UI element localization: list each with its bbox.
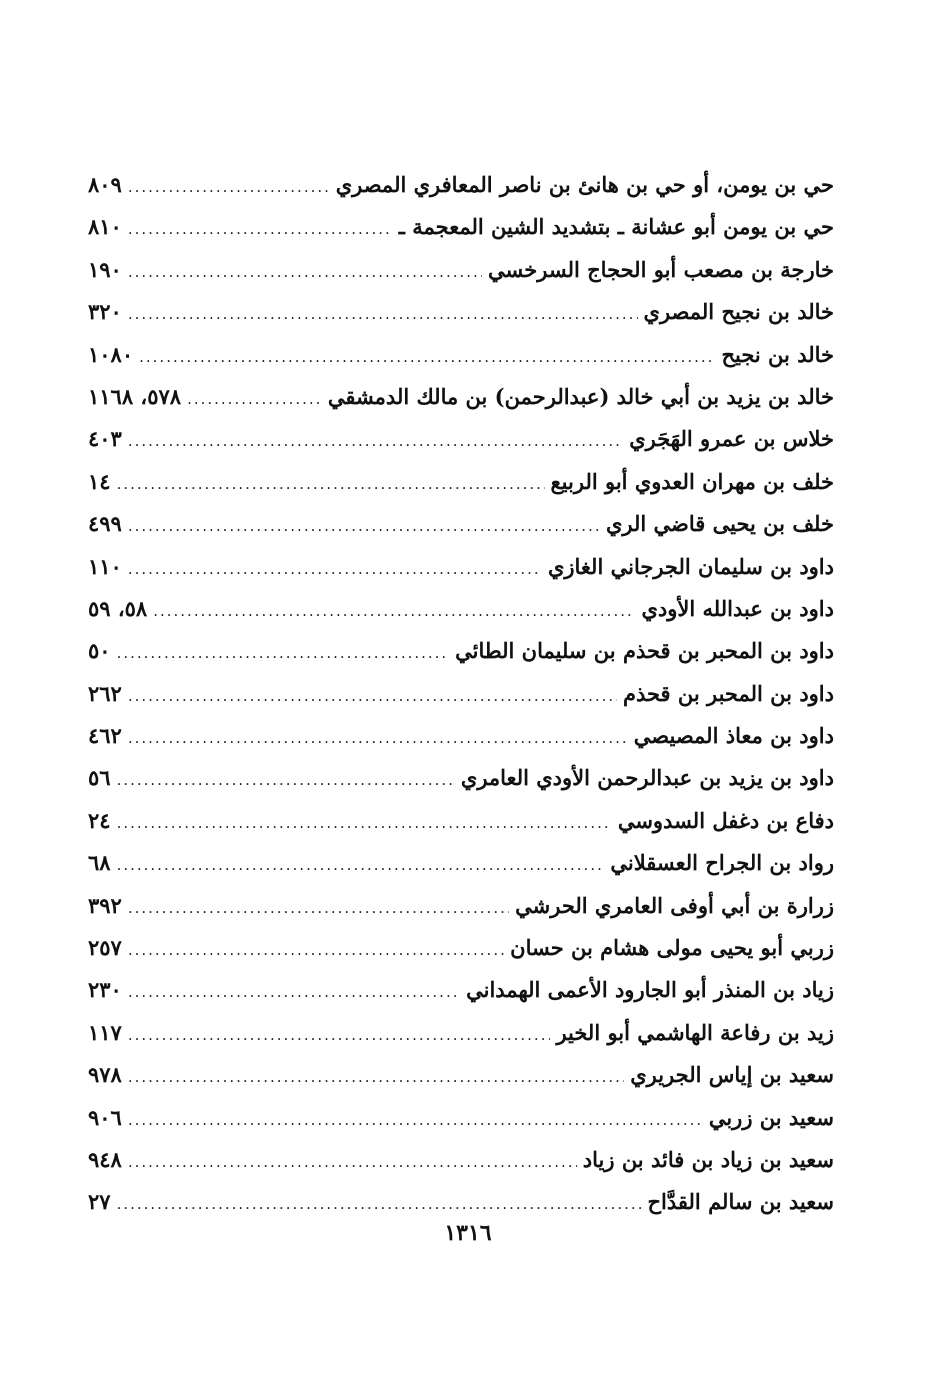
entry-name: خالد بن يزيد بن أبي خالد (عبدالرحمن) بن مالك الدمشقي [327, 383, 834, 409]
index-entry [88, 673, 834, 715]
entry-name: زربي أبو يحيى مولى هشام بن حسان [510, 935, 834, 961]
entry-page-ref: ٩٤٨ [88, 1146, 122, 1172]
index-entry [88, 927, 834, 969]
entry-page-ref: ٥٧٨، ١١٦٨ [88, 383, 182, 409]
dot-leader [153, 590, 635, 632]
entry-name: حي بن يومن أبو عشانة ـ بتشديد الشين المعجمة ـ [398, 214, 834, 240]
index-entry [88, 800, 834, 842]
index-entry [88, 1097, 834, 1139]
narrator-index-list [88, 164, 834, 1224]
entry-name: داود بن يزيد بن عبدالرحمن الأودي العامري [460, 765, 834, 791]
index-entry [88, 715, 834, 757]
entry-page-ref: ٣٩٢ [88, 892, 122, 918]
entry-name: خلاس بن عمرو الهَجَري [629, 426, 834, 452]
dot-leader [117, 463, 545, 505]
index-entry [88, 164, 834, 206]
entry-page-ref: ٥٠ [88, 638, 111, 664]
index-entry [88, 376, 834, 418]
dot-leader [128, 548, 542, 590]
entry-page-ref: ٤٠٣ [88, 426, 122, 452]
dot-leader [128, 929, 504, 971]
entry-page-ref: ١١٧ [88, 1019, 122, 1045]
dot-leader [117, 802, 612, 844]
dot-leader [128, 1099, 703, 1141]
entry-name: داود بن عبدالله الأودي [641, 595, 834, 621]
entry-name: سعيد بن سالم القدَّاح [647, 1189, 834, 1215]
entry-page-ref: ١٠٨٠ [88, 341, 134, 367]
index-entry [88, 842, 834, 884]
index-entry [88, 206, 834, 248]
entry-page-ref: ١٤ [88, 468, 111, 494]
entry-name: رواد بن الجراح العسقلاني [610, 850, 834, 876]
dot-leader [128, 1056, 624, 1098]
entry-name: خالد بن نجيح المصري [643, 299, 834, 325]
entry-name: داود بن معاذ المصيصي [633, 723, 834, 749]
index-entry [88, 334, 834, 376]
entry-page-ref: ٢٦٢ [88, 680, 122, 706]
entry-name: خلف بن يحيى قاضي الري [605, 511, 834, 537]
dot-leader [128, 675, 617, 717]
index-entry [88, 969, 834, 1011]
index-entry [88, 1139, 834, 1181]
entry-page-ref: ٢٤ [88, 807, 111, 833]
index-entry [88, 461, 834, 503]
dot-leader [128, 251, 482, 293]
dot-leader [128, 208, 393, 250]
page-number: ١٣١٦ [444, 1220, 492, 1246]
index-entry [88, 1054, 834, 1096]
index-entry [88, 249, 834, 291]
entry-page-ref: ٤٦٢ [88, 723, 122, 749]
entry-name: خلف بن مهران العدوي أبو الربيع [550, 468, 834, 494]
entry-name: داود بن المحبر بن قحذم [622, 680, 834, 706]
dot-leader [128, 166, 330, 208]
entry-name: زيد بن رفاعة الهاشمي أبو الخير [556, 1019, 834, 1045]
index-entry [88, 757, 834, 799]
entry-name: سعيد بن زربي [708, 1104, 834, 1130]
entry-name: خالد بن نجيح [721, 341, 834, 367]
index-entry [88, 1012, 834, 1054]
entry-page-ref: ١١٠ [88, 553, 122, 579]
dot-leader [128, 420, 623, 462]
dot-leader [128, 1014, 551, 1056]
dot-leader [139, 336, 715, 378]
dot-leader [128, 887, 509, 929]
dot-leader [128, 1141, 577, 1183]
entry-page-ref: ٢٥٧ [88, 935, 122, 961]
index-entry [88, 503, 834, 545]
dot-leader [128, 505, 600, 547]
entry-page-ref: ٥٨، ٥٩ [88, 595, 148, 621]
entry-name: زرارة بن أبي أوفى العامري الحرشي [515, 892, 834, 918]
dot-leader [128, 717, 628, 759]
dot-leader [117, 759, 455, 801]
entry-page-ref: ٦٨ [88, 850, 111, 876]
dot-leader [128, 293, 638, 335]
dot-leader [128, 971, 460, 1013]
entry-name: زياد بن المنذر أبو الجارود الأعمى الهمداني [466, 977, 834, 1003]
entry-page-ref: ٩٠٦ [88, 1104, 122, 1130]
index-entry [88, 630, 834, 672]
index-entry [88, 546, 834, 588]
entry-page-ref: ٨٠٩ [88, 172, 122, 197]
entry-name: خارجة بن مصعب أبو الحجاج السرخسي [488, 256, 834, 282]
entry-page-ref: ٣٢٠ [88, 299, 122, 325]
index-entry [88, 885, 834, 927]
entry-page-ref: ٨١٠ [88, 214, 122, 240]
dot-leader [187, 378, 322, 420]
entry-page-ref: ٢٣٠ [88, 977, 122, 1003]
entry-page-ref: ١٩٠ [88, 256, 122, 282]
entry-name: داود بن سليمان الجرجاني الغازي [547, 553, 834, 579]
entry-name: حي بن يومن، أو حي بن هانئ بن ناصر المعافري المصري [335, 172, 834, 197]
dot-leader [117, 844, 605, 886]
index-entry [88, 418, 834, 460]
entry-name: داود بن المحبر بن قحذم بن سليمان الطائي [455, 638, 834, 664]
dot-leader [117, 632, 450, 674]
entry-page-ref: ٥٦ [88, 765, 111, 791]
entry-name: سعيد بن زياد بن فائد بن زياد [582, 1146, 834, 1172]
entry-page-ref: ٤٩٩ [88, 511, 122, 537]
index-entry [88, 291, 834, 333]
entry-page-ref: ٢٧ [88, 1189, 111, 1215]
entry-name: سعيد بن إياس الجريري [630, 1062, 834, 1088]
entry-name: دفاع بن دغفل السدوسي [617, 807, 834, 833]
entry-page-ref: ٩٧٨ [88, 1062, 122, 1088]
index-entry [88, 588, 834, 630]
